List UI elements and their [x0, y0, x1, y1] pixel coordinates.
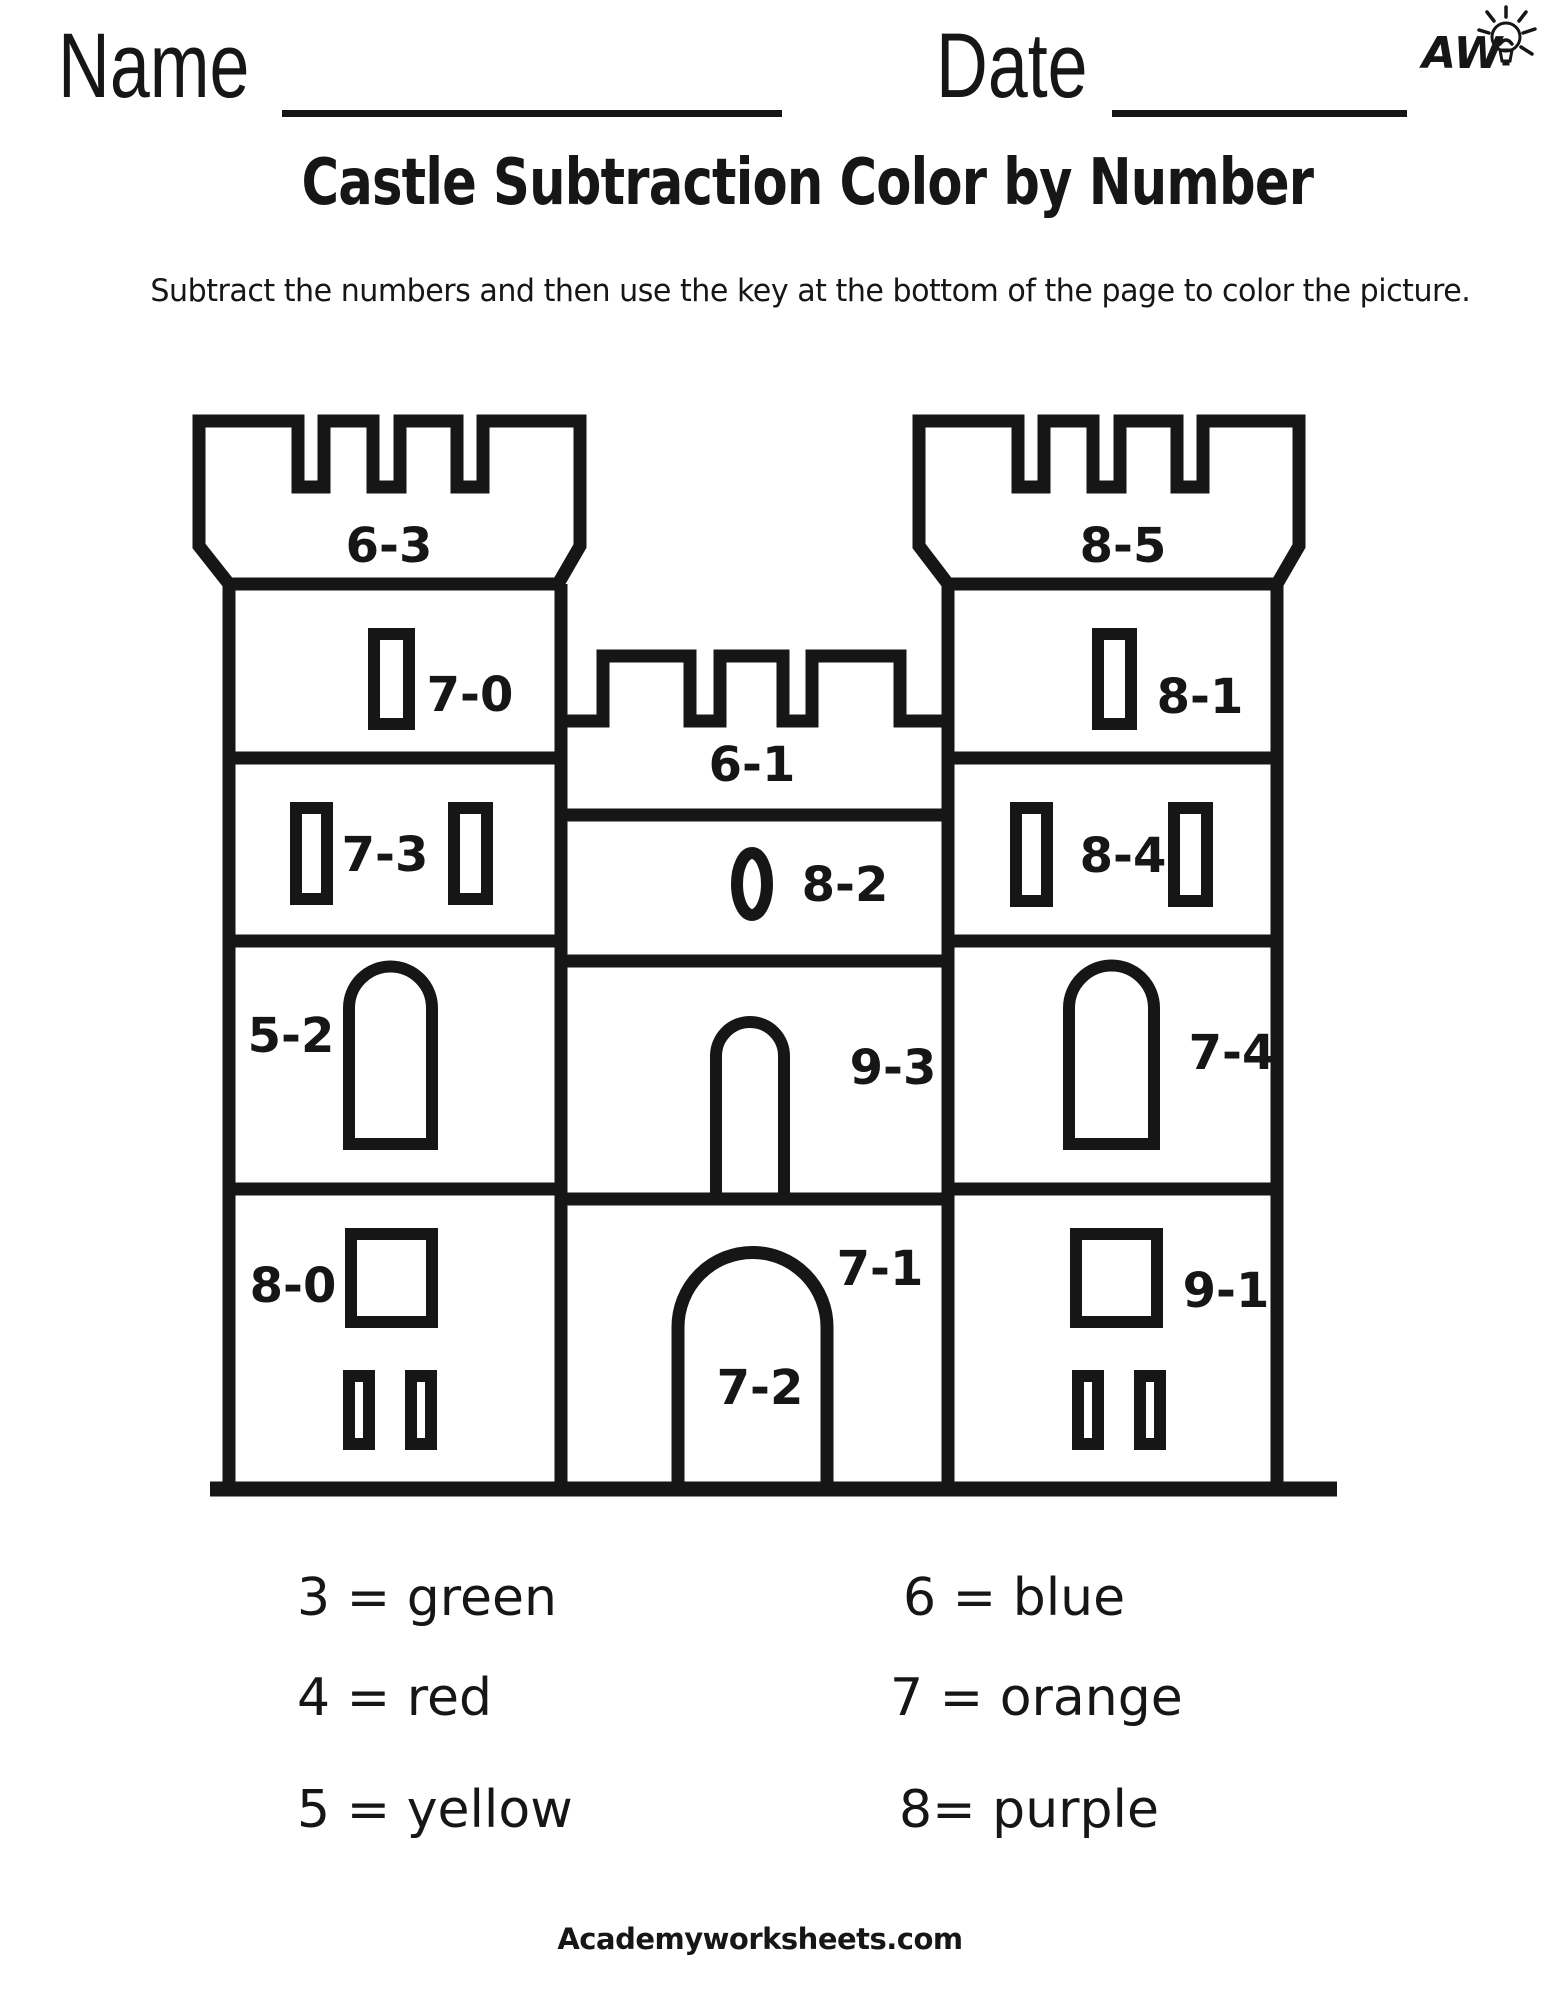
center-narrow-arch-window: [716, 1022, 784, 1199]
left-pair-window-2: [454, 808, 487, 899]
problem-center-arch: 9-3: [849, 1040, 937, 1096]
page-title-text: Castle Subtraction Color by Number: [301, 146, 1314, 220]
problem-center-wall-top: 6-1: [708, 737, 796, 793]
name-label: Name: [58, 15, 250, 117]
problem-center-oval: 8-2: [801, 857, 889, 913]
center-oval-window: [737, 853, 767, 915]
problem-right-tower-upper: 8-1: [1156, 669, 1244, 725]
date-label: Date: [936, 15, 1088, 117]
problem-left-tower-arch: 5-2: [247, 1008, 335, 1064]
right-small-window-2: [1140, 1376, 1160, 1444]
footer-site-name: Academyworksheets.com: [557, 1922, 963, 1956]
problem-right-tower-arch: 7-4: [1188, 1025, 1276, 1081]
right-pair-window-2: [1174, 808, 1207, 901]
left-tower-dividers: [229, 758, 561, 1189]
left-small-window-2: [411, 1376, 431, 1444]
right-pair-window-1: [1016, 808, 1047, 901]
problem-right-tower-bottom: 9-1: [1182, 1263, 1270, 1319]
right-tower-dividers: [948, 758, 1277, 1189]
key-item-6-blue: 6 = blue: [903, 1568, 1126, 1628]
problem-left-tower-bottom: 8-0: [249, 1258, 337, 1314]
right-slit-window: [1098, 634, 1131, 724]
problem-right-tower-mid: 8-4: [1079, 828, 1167, 884]
key-item-7-orange: 7 = orange: [890, 1668, 1183, 1728]
left-slit-window: [374, 634, 409, 724]
left-small-window-1: [349, 1376, 369, 1444]
left-square-window: [351, 1234, 432, 1322]
problem-center-above-door: 7-1: [836, 1241, 924, 1297]
key-item-5-yellow: 5 = yellow: [297, 1780, 573, 1840]
center-wall-dividers: [561, 815, 948, 1199]
key-item-3-green: 3 = green: [297, 1568, 557, 1628]
problem-right-tower-top: 8-5: [1079, 518, 1167, 574]
key-item-4-red: 4 = red: [297, 1668, 492, 1728]
problem-center-door: 7-2: [716, 1360, 804, 1416]
problem-left-tower-upper: 7-0: [426, 667, 514, 723]
key-item-8-purple: 8= purple: [899, 1780, 1159, 1840]
logo-text: AW: [1422, 28, 1503, 79]
left-arch-window: [349, 967, 432, 1145]
right-arch-window: [1069, 966, 1154, 1145]
right-small-window-1: [1078, 1376, 1098, 1444]
center-wall-crenellation: [561, 656, 948, 721]
problem-left-tower-top: 6-3: [345, 518, 433, 574]
problem-left-tower-mid: 7-3: [341, 827, 429, 883]
instructions-text: Subtract the numbers and then use the key at the bottom of the page to color the picture.: [150, 273, 1470, 309]
left-pair-window-1: [296, 808, 327, 899]
right-square-window: [1076, 1234, 1157, 1322]
